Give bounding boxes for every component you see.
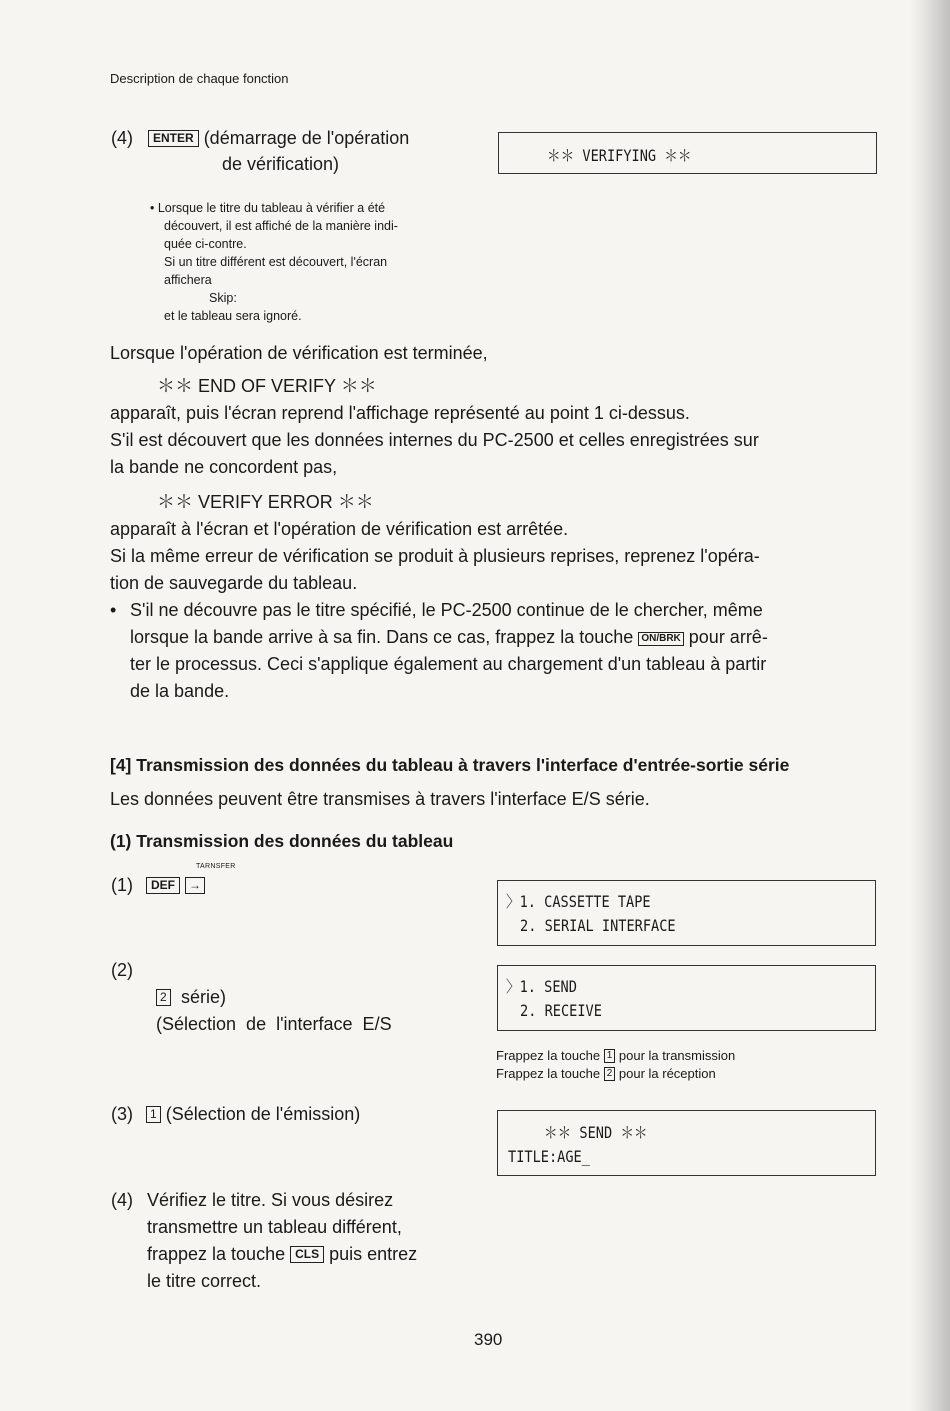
step-text: frappez la touche [147,1244,286,1264]
note-text: Frappez la touche [496,1066,601,1081]
step-4-text1: (démarrage de l'opération [203,128,410,148]
lcd-line: 〉1. CASSETTE TAPE [506,892,651,911]
step-2-text2: série) [181,987,227,1007]
step-1-number: (1) [111,875,133,895]
bullet-item [110,597,890,705]
subsection-heading: (1) Transmission des données du tableau [110,831,454,851]
lcd-screen-menu2 [497,965,876,1031]
running-header: Description de chaque fonction [110,71,289,86]
step-3-number: (3) [111,1104,133,1124]
step-1-keys [146,872,205,899]
bullet-line: ter le processus. Ceci s'applique également au chargement d'un tableau à partir [130,654,767,674]
page-edge-shadow [910,0,950,1411]
key-1: 1 [146,1106,161,1123]
verify-note [150,199,480,325]
bullet-text: pour arrê- [688,627,768,647]
lcd-line: TITLE:AGE_ [508,1147,590,1166]
step-4b-text [147,1187,477,1295]
note-line: affichera [164,273,212,287]
note-line: découvert, il est affiché de la manière indi- [164,219,398,233]
note-line: Skip: [209,291,237,305]
paragraph: S'il est découvert que les données internes du PC-2500 et celles enregistrées sur [110,430,759,450]
lcd-line: ＊＊ VERIFYING ＊＊ [547,146,692,165]
verify-error-message: ＊＊ VERIFY ERROR ＊＊ [157,492,374,512]
step-2-text: (Sélection de l'interface E/S [156,1014,392,1034]
body-text [110,340,890,705]
on-brk-key: ON/BRK [638,632,683,646]
arrow-key: → [185,877,205,894]
note-text: pour la transmission [618,1048,736,1063]
bullet-line: S'il ne découvre pas le titre spécifié, le PC-2500 continue de le chercher, même [130,600,763,620]
note-text: pour la réception [618,1066,716,1081]
paragraph: la bande ne concordent pas, [110,457,338,477]
step-line: transmettre un tableau différent, [147,1217,402,1237]
step-text: puis entrez [329,1244,418,1264]
step-4-number: (4) [111,128,133,148]
page-number: 390 [474,1330,503,1349]
key-2: 2 [156,989,171,1006]
bullet-line: de la bande. [130,681,230,701]
note-text: Frappez la touche [496,1048,601,1063]
note-line: Si un titre différent est découvert, l'écran [164,255,388,269]
step-4-line1 [148,125,409,152]
lcd-line: 2. RECEIVE [520,1001,602,1020]
paragraph: apparaît à l'écran et l'opération de vérification est arrêtée. [110,519,569,539]
lcd-screen-menu1 [497,880,876,946]
step-line: Vérifiez le titre. Si vous désirez [147,1190,394,1210]
note-line [496,1047,735,1065]
def-key: DEF [146,877,180,894]
lcd-screen-send [497,1110,876,1176]
step-4b-number: (4) [111,1190,133,1210]
lcd-line: 〉1. SEND [506,977,577,996]
lcd-line: 2. SERIAL INTERFACE [520,916,676,935]
transfer-label: TARNSFER [196,863,236,870]
enter-key: ENTER [148,130,199,147]
lcd-screen-verifying [498,132,877,174]
paragraph: apparaît, puis l'écran reprend l'affichage représenté au point 1 ci-dessus. [110,403,690,423]
paragraph: tion de sauvegarde du tableau. [110,573,358,593]
step-2-number: (2) [111,960,133,980]
paragraph: Si la même erreur de vérification se produit à plusieurs reprises, reprenez l'opéra- [110,546,760,566]
step-4-text2: de vérification) [222,154,340,174]
note-line: • Lorsque le titre du tableau à vérifier a été [150,201,386,215]
cls-key: CLS [290,1246,324,1263]
lcd-line: ＊＊ SEND ＊＊ [544,1123,648,1142]
paragraph: Lorsque l'opération de vérification est terminée, [110,343,488,363]
note-line: et le tableau sera ignoré. [164,309,302,323]
step-line: le titre correct. [147,1271,262,1291]
key-1: 1 [604,1049,616,1063]
menu2-note [496,1047,735,1083]
key-2: 2 [604,1067,616,1081]
note-line: quée ci-contre. [164,237,247,251]
note-line [496,1065,735,1083]
step-line [147,1241,477,1268]
step-3-text: (Sélection de l'émission) [165,1104,361,1124]
bullet-dot: • [110,600,117,620]
step-3-line [146,1101,360,1128]
end-verify-message: ＊＊ END OF VERIFY ＊＊ [157,376,377,396]
bullet-line [130,624,890,651]
bullet-text: lorsque la bande arrive à sa fin. Dans ce cas, frappez la touche [130,627,634,647]
section-heading: [4] Transmission des données du tableau à travers l'interface d'entrée-sortie série [110,755,790,775]
section-intro: Les données peuvent être transmises à travers l'interface E/S série. [110,789,650,809]
